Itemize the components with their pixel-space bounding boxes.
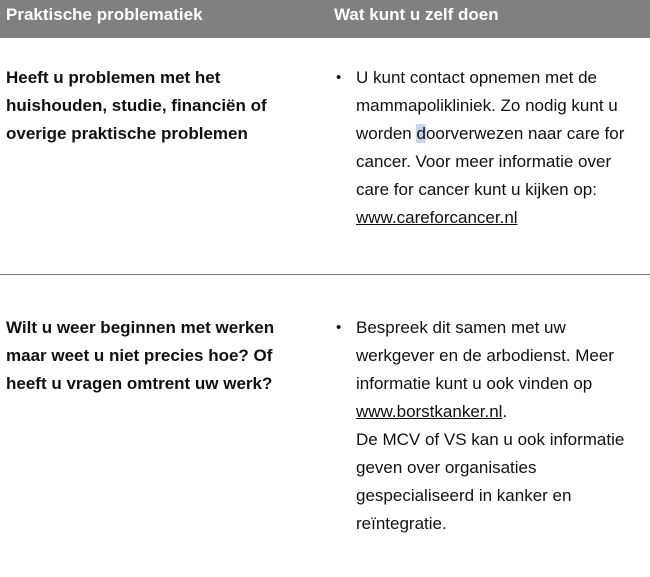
header-col-action: Wat kunt u zelf doen xyxy=(334,5,499,24)
row-1-answer xyxy=(356,64,648,232)
row-2-question: Wilt u weer beginnen met werken maar weet u niet precies hoe? Of heeft u vragen omtrent uw werk? xyxy=(6,318,275,393)
row-2-bullet: • xyxy=(336,319,342,336)
row-1-bullet: • xyxy=(336,69,342,86)
row-1-answer-text-1: U kunt contact opnemen met de mammapolikliniek. Zo nodig kunt u worden xyxy=(356,68,618,143)
row-2-answer-text-2: . xyxy=(502,402,508,421)
row-2-answer-text-3: De MCV of VS kan u ook informatie geven over organisaties gespecialiseerd in kanker en reïntegratie. xyxy=(356,430,625,533)
careforcancer-link[interactable]: www.careforcancer.nl xyxy=(356,208,518,227)
borstkanker-link[interactable]: www.borstkanker.nl xyxy=(356,402,503,421)
row-1-answer-text-2: oorverwezen naar care for cancer. Voor meer informatie over care for cancer kunt u kijken op: xyxy=(356,124,625,199)
row-2-answer-text-1: Bespreek dit samen met uw werkgever en de arbodienst. Meer informatie kunt u ook vinden op xyxy=(356,318,614,393)
row-1-answer-highlight: d xyxy=(416,124,426,143)
row-divider xyxy=(0,274,650,275)
header-col-problem: Praktische problematiek xyxy=(6,5,203,24)
row-1-question: Heeft u problemen met het huishouden, studie, financiën of overige praktische problemen xyxy=(6,68,267,143)
table-header xyxy=(0,0,650,38)
row-2-answer xyxy=(356,314,648,538)
